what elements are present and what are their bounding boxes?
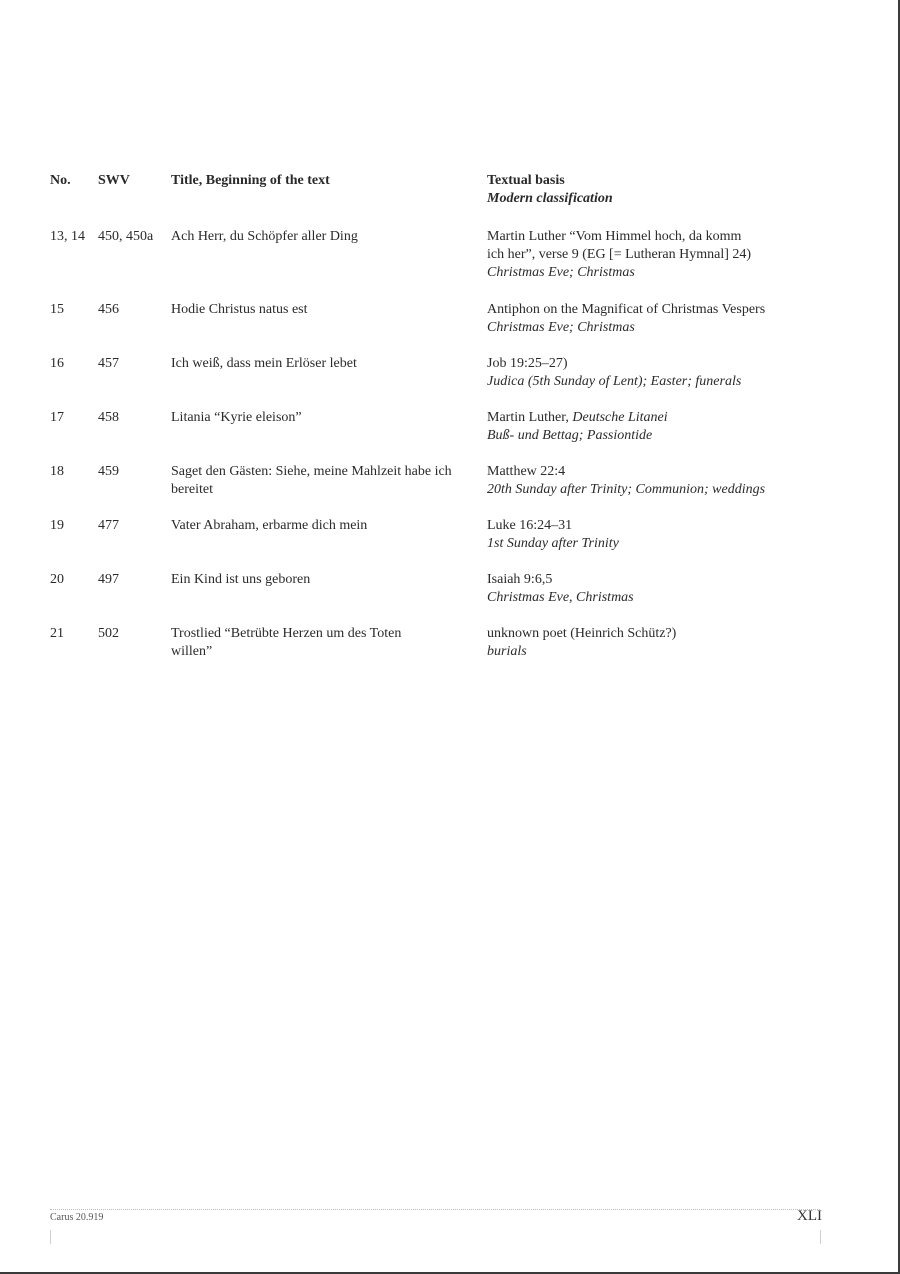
row-classification: Christmas Eve, Christmas	[487, 590, 634, 605]
table-row	[50, 301, 830, 355]
row-no: 17	[50, 410, 64, 425]
header-classification: Modern classification	[487, 191, 613, 206]
row-no: 19	[50, 518, 64, 533]
footer-right-tick	[820, 1230, 821, 1244]
row-no: 20	[50, 572, 64, 587]
row-title: Litania “Kyrie eleison”	[171, 410, 302, 425]
row-basis	[487, 409, 830, 427]
row-basis-line: Martin Luther “Vom Himmel hoch, da komm	[487, 229, 742, 244]
row-title: Vater Abraham, erbarme dich mein	[171, 518, 368, 533]
footer-rule	[50, 1209, 820, 1210]
row-no: 21	[50, 626, 64, 641]
row-classification: Christmas Eve; Christmas	[487, 320, 635, 335]
row-title: Ach Herr, du Schöpfer aller Ding	[171, 229, 358, 244]
header-basis: Textual basis	[487, 173, 565, 188]
row-classification: Buß- und Bettag; Passiontide	[487, 428, 653, 443]
footer-left-tick	[50, 1230, 51, 1244]
row-basis-cell	[487, 463, 830, 499]
row-classification: burials	[487, 644, 527, 659]
table-row	[50, 517, 830, 571]
row-classification: 1st Sunday after Trinity	[487, 536, 619, 551]
table-row	[50, 355, 830, 409]
row-title: Hodie Christus natus est	[171, 302, 308, 317]
table-row	[50, 463, 830, 517]
row-basis-work: Deutsche Litanei	[572, 410, 668, 425]
row-swv: 456	[98, 302, 119, 317]
row-swv: 497	[98, 572, 119, 587]
row-no: 13, 14	[50, 229, 85, 244]
row-classification: 20th Sunday after Trinity; Communion; weddings	[487, 482, 766, 497]
table-row	[50, 625, 830, 665]
row-basis-author: Martin Luther,	[487, 410, 573, 425]
row-basis: Antiphon on the Magnificat of Christmas Vespers	[487, 302, 766, 317]
row-basis-cell	[487, 571, 830, 607]
header-swv: SWV	[98, 173, 130, 188]
header-basis-cell	[487, 172, 830, 208]
row-basis-cell	[487, 409, 830, 445]
row-basis-cell	[487, 517, 830, 553]
row-basis-cell	[487, 625, 830, 661]
row-swv: 459	[98, 464, 119, 479]
row-no: 16	[50, 356, 64, 371]
table-row	[50, 228, 830, 301]
table-row	[50, 571, 830, 625]
row-basis: Isaiah 9:6,5	[487, 572, 553, 587]
row-basis-cell	[487, 301, 830, 337]
row-classification: Christmas Eve; Christmas	[487, 265, 635, 280]
row-title: Ein Kind ist uns geboren	[171, 572, 311, 587]
row-title: Ich weiß, dass mein Erlöser lebet	[171, 356, 357, 371]
row-basis-line: ich her”, verse 9 (EG [= Lutheran Hymnal] 24)	[487, 247, 752, 262]
works-table	[50, 172, 830, 665]
row-title: Saget den Gästen: Siehe, meine Mahlzeit habe ich bereitet	[171, 464, 452, 497]
row-swv: 502	[98, 626, 119, 641]
row-no: 18	[50, 464, 64, 479]
footer-catalog-number: Carus 20.919	[50, 1212, 104, 1223]
row-basis-cell	[487, 228, 830, 282]
row-basis: Matthew 22:4	[487, 464, 566, 479]
row-swv: 450, 450a	[98, 229, 154, 244]
row-swv: 458	[98, 410, 119, 425]
row-basis: Job 19:25–27)	[487, 356, 568, 371]
row-swv: 477	[98, 518, 119, 533]
table-header	[50, 172, 830, 228]
table-row	[50, 409, 830, 463]
row-swv: 457	[98, 356, 119, 371]
row-title: Trostlied “Betrübte Herzen um des Toten willen”	[171, 626, 402, 659]
row-basis: unknown poet (Heinrich Schütz?)	[487, 626, 677, 641]
row-classification: Judica (5th Sunday of Lent); Easter; funerals	[487, 374, 742, 389]
row-basis: Luke 16:24–31	[487, 518, 573, 533]
header-no: No.	[50, 173, 71, 188]
page-number: XLI	[797, 1208, 822, 1224]
header-title: Title, Beginning of the text	[171, 173, 330, 188]
row-basis-cell	[487, 355, 830, 391]
row-no: 15	[50, 302, 64, 317]
